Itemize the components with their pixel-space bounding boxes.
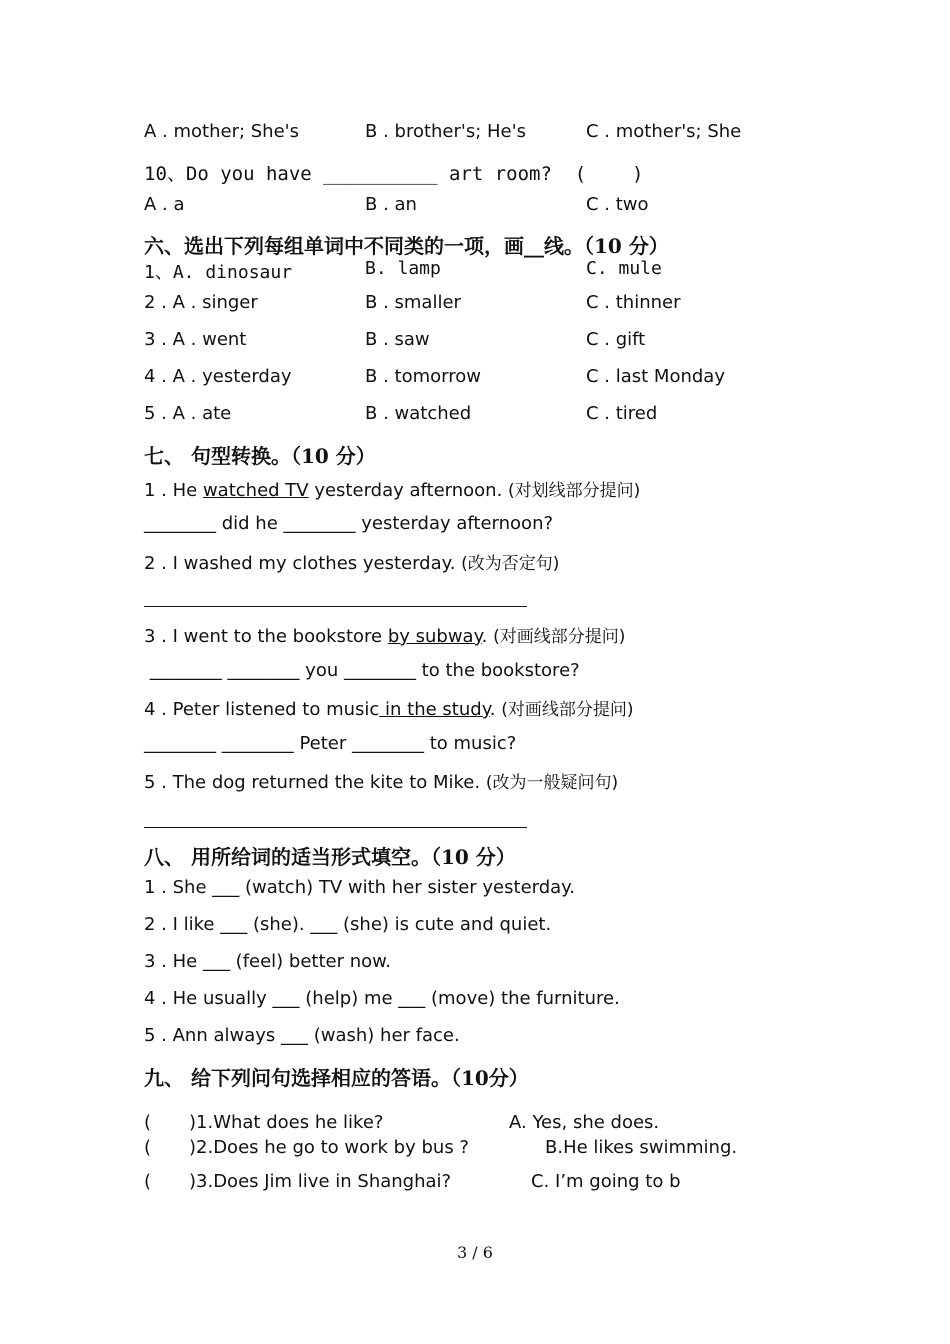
s8-item4: 4 . He usually ___ (help) me ___ (move) the furniture.	[144, 988, 620, 1009]
s9-row3-answer: C. I’m going to b	[531, 1171, 681, 1192]
s8-item1: 1 . She ___ (watch) TV with her sister yesterday.	[144, 877, 575, 898]
s7-q3-answer: ________ ________ you ________ to the bookstore?	[144, 660, 580, 681]
s6-item3-b: B . saw	[365, 329, 430, 350]
s7-q1-answer: ________ did he ________ yesterday afternoon?	[144, 513, 554, 534]
section7-title: 七、 句型转换。（10 分）	[144, 444, 376, 468]
q10-stem: 10、Do you have __________ art room? ( )	[144, 163, 644, 185]
s6-item5-a: 5 . A . ate	[144, 403, 232, 424]
s7-q2: 2 . I washed my clothes yesterday. (改为否定句)	[144, 553, 560, 574]
section6-title: 六、选出下列每组单词中不同类的一项，画__线。（10 分）	[144, 234, 669, 258]
s7-q1-underlined: watched TV	[202, 480, 309, 501]
q9-option-b: B . brother's; He's	[365, 121, 526, 142]
s6-item1-c: C. mule	[586, 258, 662, 279]
s7-q2-answer-line	[144, 606, 527, 607]
s6-item1-a: 1、A. dinosaur	[144, 262, 293, 283]
q10-option-a: A . a	[144, 194, 185, 215]
s6-item4-c: C . last Monday	[586, 366, 725, 387]
s9-row2-question: )2.Does he go to work by bus ?	[189, 1137, 469, 1158]
s7-q3-underlined: by subway	[387, 626, 482, 647]
s7-q4-underlined: in the study	[379, 699, 490, 720]
page-number: 3 / 6	[457, 1243, 493, 1262]
s9-row2-answer: B.He likes swimming.	[545, 1137, 738, 1158]
s7-q4: 4 . Peter listened to music in the study. (对画线部分提问)	[144, 699, 634, 720]
s7-q5: 5 . The dog returned the kite to Mike. (改为一般疑问句)	[144, 772, 619, 793]
s9-row1-paren: (	[144, 1112, 152, 1133]
s6-item2-c: C . thinner	[586, 292, 681, 313]
q9-option-c: C . mother's; She	[586, 121, 742, 142]
s6-item4-b: B . tomorrow	[365, 366, 481, 387]
q10-option-c: C . two	[586, 194, 649, 215]
s7-q5-answer-line	[144, 827, 527, 828]
s9-row3-paren: (	[144, 1171, 152, 1192]
s9-row3-question: )3.Does Jim live in Shanghai?	[189, 1171, 452, 1192]
s8-item5: 5 . Ann always ___ (wash) her face.	[144, 1025, 460, 1046]
s6-item2-a: 2 . A . singer	[144, 292, 258, 313]
section9-title: 九、 给下列问句选择相应的答语。（10分）	[144, 1066, 529, 1090]
s7-q1: 1 . He watched TV yesterday afternoon. (对划线部分提问)	[144, 480, 641, 501]
s7-q3: 3 . I went to the bookstore by subway. (对画线部分提问)	[144, 626, 626, 647]
s6-item3-c: C . gift	[586, 329, 646, 350]
s6-item2-b: B . smaller	[365, 292, 461, 313]
s8-item3: 3 . He ___ (feel) better now.	[144, 951, 391, 972]
q10-option-b: B . an	[365, 194, 417, 215]
s6-item3-a: 3 . A . went	[144, 329, 247, 350]
q9-option-a: A . mother; She's	[144, 121, 299, 142]
s6-item5-c: C . tired	[586, 403, 658, 424]
s6-item1-b: B. lamp	[365, 258, 441, 279]
s9-row1-answer: A. Yes, she does.	[509, 1112, 660, 1133]
s6-item5-b: B . watched	[365, 403, 472, 424]
s7-q4-answer: ________ ________ Peter ________ to music?	[144, 733, 517, 754]
s8-item2: 2 . I like ___ (she). ___ (she) is cute and quiet.	[144, 914, 552, 935]
s6-item4-a: 4 . A . yesterday	[144, 366, 292, 387]
s9-row1-question: )1.What does he like?	[189, 1112, 384, 1133]
section8-title: 八、 用所给词的适当形式填空。（10 分）	[144, 845, 516, 869]
s9-row2-paren: (	[144, 1137, 152, 1158]
